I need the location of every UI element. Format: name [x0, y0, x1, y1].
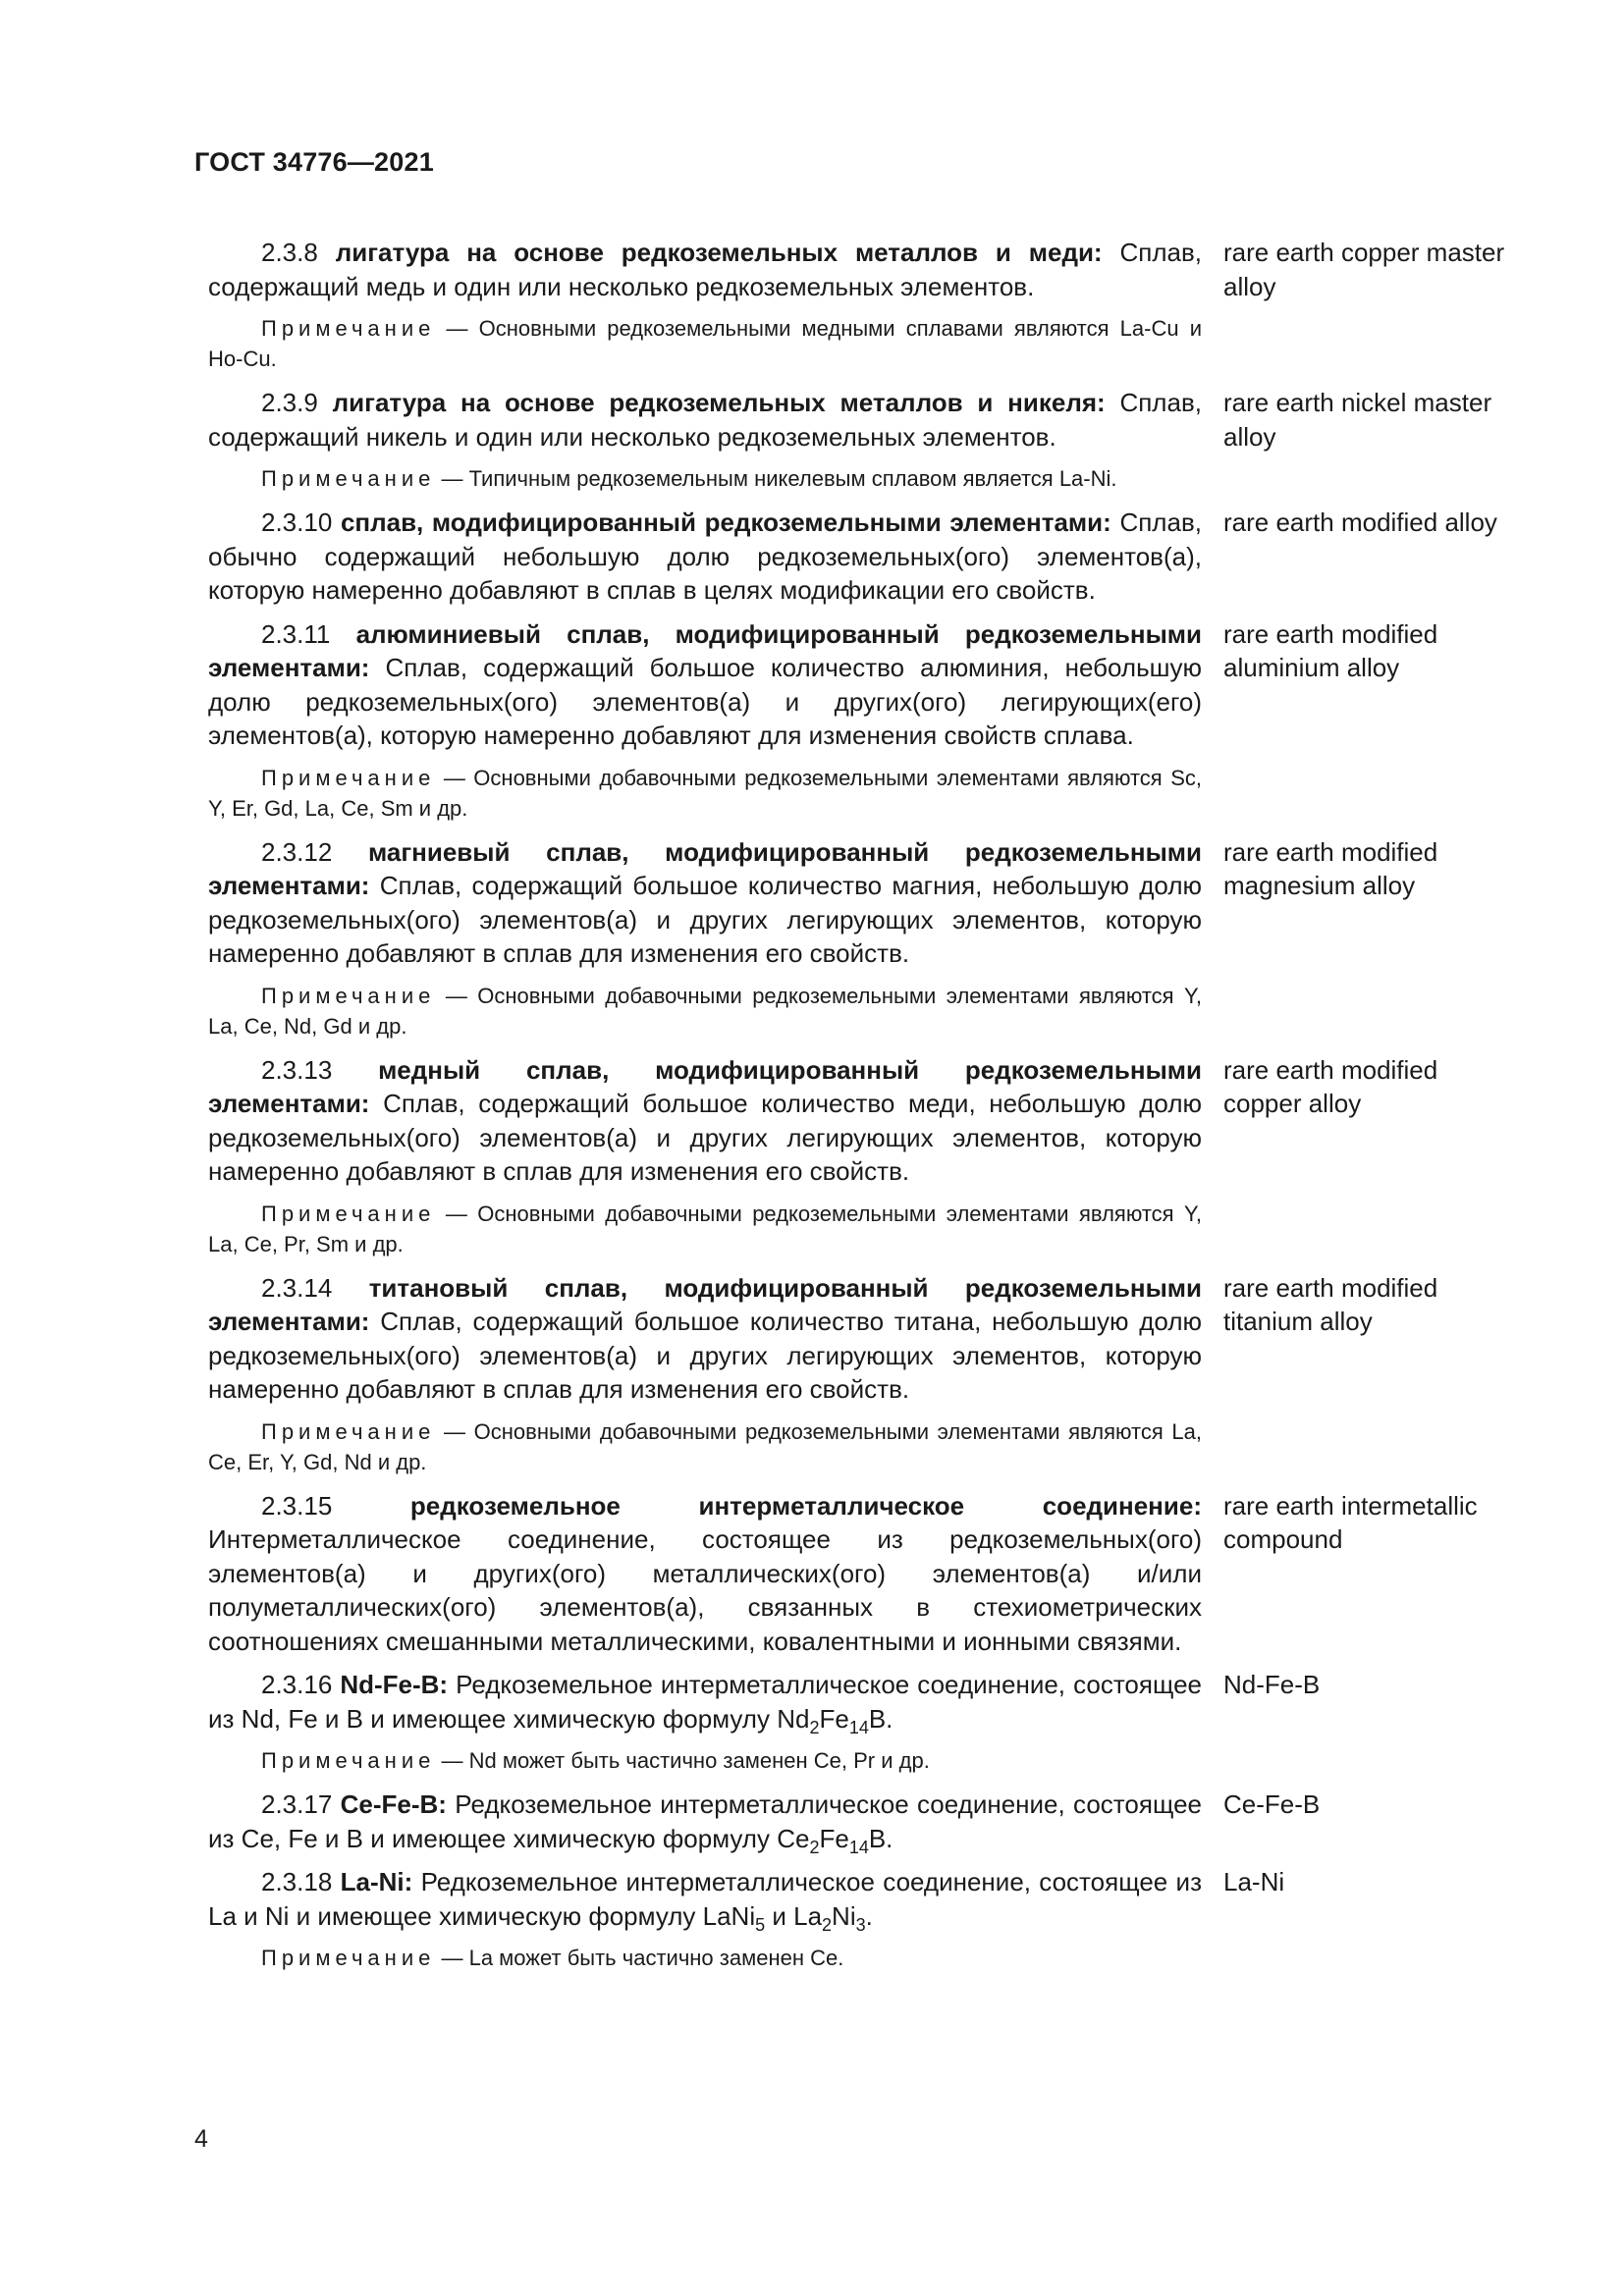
term-title: медный сплав, модифицированный редкоземельными элементами: — [208, 1054, 1202, 1118]
term-definition: 2.3.9 лигатура на основе редкоземельных металлов и никеля: Сплав, содержащий никель и один или несколько редкоземельных элементов. — [208, 388, 1202, 452]
term-note: Примечание — Основными добавочными редкоземельными элементами являются La, Ce, Er, Y, Gd, Nd и др. — [208, 1418, 1202, 1474]
term-entry — [208, 1668, 1519, 1735]
term-note: Примечание — Типичным редкоземельным никелевым сплавом является La-Ni. — [261, 466, 1117, 491]
term-entry — [208, 617, 1519, 753]
term-title: лигатура на основе редкоземельных металлов и никеля: — [332, 388, 1106, 417]
term-entry — [208, 1865, 1519, 1933]
term-definition: 2.3.15 редкоземельное интерметаллическое соединение: Интерметаллическое соединение, состоящее из редкоземельных(ого) элементов(а) и других(ого) металлических(ого) элементов(а) и/или полуметаллических(ого) элементов(а), связанных в стехиометрических соотношениях смешанными металлическими, ковалентными и ионными связями. — [208, 1490, 1202, 1656]
term-english: rare earth nickel master alloy — [1223, 388, 1492, 452]
term-entry — [208, 386, 1519, 454]
chemical-formula: $Ce_2Fe_{14}B$. — [777, 1823, 893, 1857]
page-number: 4 — [194, 2125, 208, 2153]
term-title: магниевый сплав, модифицированный редкоземельными элементами: — [208, 836, 1202, 900]
term-note: Примечание — Основными добавочными редкоземельными элементами являются Y, La, Ce, Pr, Sm и др. — [208, 1201, 1202, 1256]
term-entry — [208, 506, 1519, 608]
term-definition: 2.3.8 лигатура на основе редкоземельных металлов и меди: Сплав, содержащий медь и один или несколько редкоземельных элементов. — [208, 238, 1202, 301]
term-english: rare earth modified titanium alloy — [1223, 1272, 1438, 1336]
term-definition: 2.3.17 Ce-Fe-B: Редкоземельное интерметаллическое соединение, состоящее из Ce, Fe и B и имеющее химическую формулу $Ce_2Fe_{14}B$. — [208, 1789, 1202, 1857]
term-title: La-Ni: — [340, 1867, 413, 1896]
term-english: rare earth modified aluminium alloy — [1223, 618, 1438, 682]
chemical-formula: $Nd_2Fe_{14}B$. — [777, 1703, 893, 1737]
term-note: Примечание — Nd может быть частично заменен Ce, Pr и др. — [261, 1748, 930, 1773]
term-definition: 2.3.11 алюминиевый сплав, модифицированный редкоземельными элементами: Сплав, содержащий большое количество алюминия, небольшую долю редкоземельных(ого) элементов(а) и других(ого) легирующих(его) элементов(а), которую намеренно добавляют для изменения свойств сплава. — [208, 618, 1202, 750]
term-entry — [208, 1788, 1519, 1855]
term-english: rare earth modified copper alloy — [1223, 1054, 1438, 1118]
term-english: rare earth copper master alloy — [1223, 238, 1505, 301]
term-title: Ce-Fe-B: — [340, 1789, 447, 1819]
term-note: Примечание — Основными добавочными редкоземельными элементами являются Sc, Y, Er, Gd, La, Ce, Sm и др. — [208, 765, 1202, 821]
document-header: ГОСТ 34776—2021 — [194, 147, 434, 177]
term-note: Примечание — Основными редкоземельными медными сплавами являются La-Cu и Ho-Cu. — [208, 316, 1202, 371]
term-entry — [208, 1489, 1519, 1659]
term-note: Примечание — Основными добавочными редкоземельными элементами являются Y, La, Ce, Nd, Gd и др. — [208, 983, 1202, 1039]
term-entry — [208, 1271, 1519, 1407]
term-title: редкоземельное интерметаллическое соединение: — [409, 1490, 1202, 1521]
term-title: сплав, модифицированный редкоземельными элементами: — [340, 507, 1111, 537]
term-entry — [208, 835, 1519, 971]
term-english: Nd-Fe-B — [1223, 1670, 1321, 1699]
term-definition: 2.3.18 La-Ni: Редкоземельное интерметаллическое соединение, состоящее из La и Ni и имеющее химическую формулу LaNi$_5$ и $La_2Ni_3$. — [208, 1867, 1202, 1935]
term-definition: 2.3.16 Nd-Fe-B: Редкоземельное интерметаллическое соединение, состоящее из Nd, Fe и B и имеющее химическую формулу $Nd_2Fe_{14}B$. — [208, 1670, 1202, 1737]
term-english: rare earth modified magnesium alloy — [1223, 836, 1438, 900]
term-definition: 2.3.10 сплав, модифицированный редкоземельными элементами: Сплав, обычно содержащий небольшую долю редкоземельных(ого) элементов(а), которую намеренно добавляют в сплав в целях модификации его свойств. — [208, 507, 1202, 605]
term-entry — [208, 236, 1519, 303]
chemical-formula: LaNi$_5$ и $La_2Ni_3$. — [702, 1900, 873, 1935]
term-definition: 2.3.13 медный сплав, модифицированный редкоземельными элементами: Сплав, содержащий большое количество меди, небольшую долю редкоземельных(ого) элементов(а) и других легирующих элементов, которую намеренно добавляют в сплав для изменения его свойств. — [208, 1054, 1202, 1186]
term-entry — [208, 1053, 1519, 1189]
terms-list — [208, 236, 1519, 1985]
term-definition: 2.3.14 титановый сплав, модифицированный редкоземельными элементами: Сплав, содержащий большое количество титана, небольшую долю редкоземельных(ого) элементов(а) и других легирующих элементов, которую намеренно добавляют в сплав для изменения его свойств. — [208, 1272, 1202, 1404]
term-title: Nd-Fe-B: — [340, 1670, 449, 1699]
term-title: титановый сплав, модифицированный редкоземельными элементами: — [208, 1272, 1202, 1336]
term-note: Примечание — La может быть частично заменен Ce. — [261, 1946, 844, 1970]
term-english: La-Ni — [1223, 1867, 1285, 1896]
term-title: алюминиевый сплав, модифицированный редкоземельными элементами: — [208, 618, 1202, 682]
term-title: лигатура на основе редкоземельных металлов и меди: — [335, 238, 1103, 267]
term-english: rare earth modified alloy — [1223, 507, 1497, 537]
term-english: Ce-Fe-B — [1223, 1789, 1321, 1819]
term-english: rare earth intermetallic compound — [1223, 1490, 1478, 1554]
term-definition: 2.3.12 магниевый сплав, модифицированный редкоземельными элементами: Сплав, содержащий большое количество магния, небольшую долю редкоземельных(ого) элементов(а) и других легирующих элементов, которую намеренно добавляют в сплав для изменения его свойств. — [208, 836, 1202, 968]
